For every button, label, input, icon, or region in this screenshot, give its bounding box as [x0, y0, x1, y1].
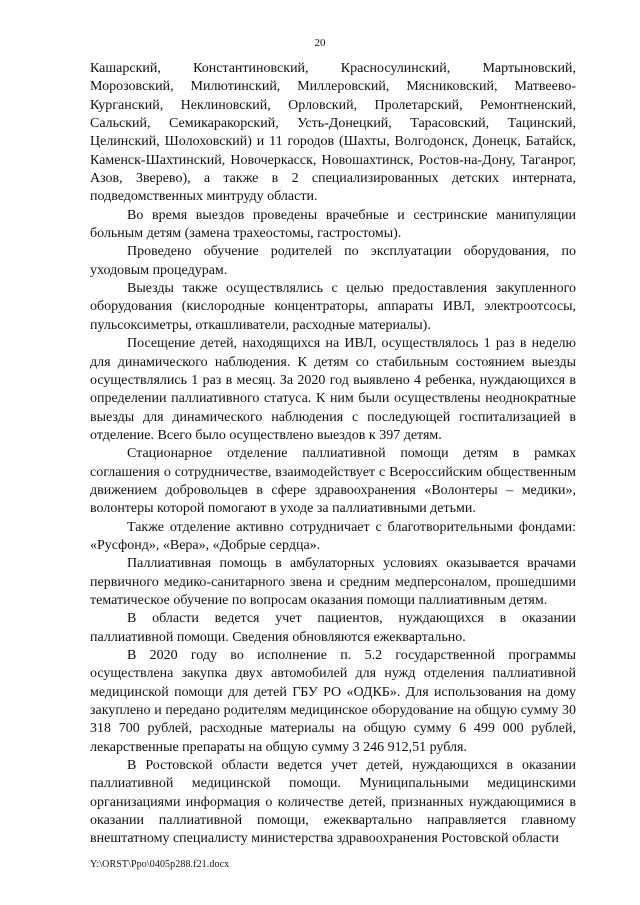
paragraph-procurement-2020: В 2020 году во исполнение п. 5.2 государственной программы осуществлена закупка двух автомобилей для нужд отделения паллиативной медицинской помощи для детей ГБУ РО «ОДКБ». Для использования на дому закуплено и передано родителям медицинское оборудование на общую сумму 30 318 700 рублей, расходные материалы на общую сумму 6 499 000 рублей, лекарственные препараты на общую сумму 3 246 912,51 рубля.: [90, 648, 576, 755]
paragraph-equipment-delivery: Выезды также осуществлялись с целью предоставления закупленного оборудования (кислородные концентраторы, аппараты ИВЛ, электроотсосы, пульсоксиметры, откашливатели, расходные материалы).: [90, 281, 576, 333]
paragraph-manipulations: Во время выездов проведены врачебные и сестринские манипуляции больным детям (замена трахеостомы, гастростомы).: [90, 207, 576, 242]
paragraph-volunteers: Стационарное отделение паллиативной помощи детям в рамках соглашения о сотрудничестве, взаимодействует с Всероссийским общественным движением добровольцев в сфере здравоохранения «Волонтеры – медики», волонтеры которой помогают в уходе за паллиативными детьми.: [90, 446, 576, 517]
document-body: [90, 60, 576, 849]
page-number: 20: [314, 37, 326, 49]
paragraph-patient-registry: В области ведется учет пациентов, нуждающихся в оказании паллиативной помощи. Сведения обновляются ежеквартально.: [90, 611, 576, 645]
paragraph-charity-funds: Также отделение активно сотрудничает с благотворительными фондами: «Русфонд», «Вера», «Добрые сердца».: [90, 519, 576, 553]
paragraph-districts-list: Кашарский, Константиновский, Красносулинский, Мартыновский, Морозовский, Милютинский, Миллеровский, Мясниковский, Матвеево-Курганский, Неклиновский, Орловский, Пролетарский, Ремонтненский, Сальский, Семикаракорский, Усть-Донецкий, Тарасовский, Тацинский, Целинский, Шолоховский) и 11 городов (Шахты, Волгодонск, Донецк, Батайск, Каменск-Шахтинский, Новочеркасск, Новошахтинск, Ростов-на-Дону, Таганрог, Азов, Зверево), а также в 2 специализированных детских интерната, подведомственных минтруду области.: [90, 61, 576, 205]
paragraph-ventilator-visits: Посещение детей, находящихся на ИВЛ, осуществлялось 1 раз в неделю для динамического наблюдения. К детям со стабильным состоянием выезды осуществлялись 1 раз в месяц. За 2020 год выявлено 4 ребенка, нуждающихся в определении паллиативного статуса. К ним были осуществлены неоднократные выезды для динамического наблюдения с последующей госпитализацией в отделение. Всего было осуществлено выездов к 397 детям.: [90, 336, 576, 443]
paragraph-rostov-registry: В Ростовской области ведется учет детей, нуждающихся в оказании паллиативной медицинской помощи. Муниципальными медицинскими организациями информация о количестве детей, признанных нуждающимися в оказании паллиативной помощи, ежеквартально направляется главному внештатному специалисту министерства здравоохранения Ростовской области: [90, 758, 576, 847]
paragraph-outpatient-care: Паллиативная помощь в амбулаторных условиях оказывается врачами первичного медико-санитарного звена и средним медперсоналом, прошедшими тематическое обучение по вопросам оказания помощи паллиативным детям.: [90, 556, 576, 608]
paragraph-parent-training: Проведено обучение родителей по эксплуатации оборудования, по уходовым процедурам.: [90, 244, 576, 278]
footer-file-path: Y:\ORST\Ppo\0405p288.f21.docx: [90, 859, 230, 870]
